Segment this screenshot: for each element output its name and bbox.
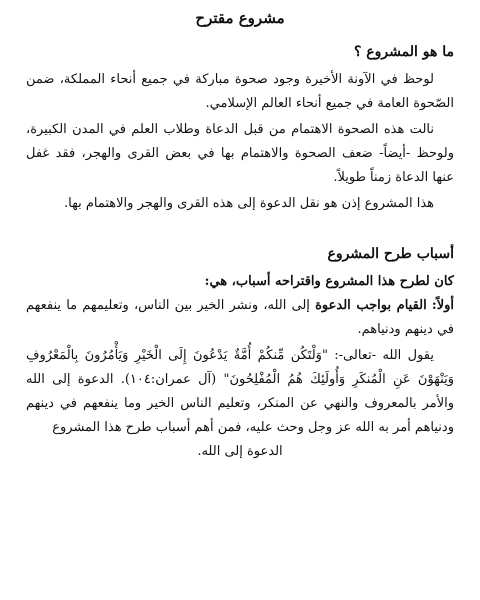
reason-first-rest: إلى الله، ونشر الخير بين الناس، وتعليمهم ما ينفعهم في دينهم ودنياهم. bbox=[26, 298, 454, 337]
quote-paragraph: يقول الله -تعالى-: "وَلْتَكُن مِّنكُمْ أُمَّةٌ يَدْعُونَ إِلَى الْخَيْرِ وَيَأْمُرُونَ بِالْمَعْرُوفِ وَيَنْهَوْنَ عَنِ الْمُنكَرِ وَأُولَئِكَ هُمُ الْمُفْلِحُونَ" (آل عمران:١٠٤). الدعوة إلى الله والأمر بالمعروف والنهي عن المنكر، وتعليم الناس الخير وما ينفعهم في دينهم ودنياهم أمر به الله عز وجل وحث عليه، فمن أهم أسباب طرح هذا المشروع bbox=[26, 348, 454, 435]
paragraph-3: هذا المشروع إذن هو نقل الدعوة إلى هذه القرى والهجر والاهتمام بها. bbox=[64, 196, 434, 211]
paragraph-1: لوحظ في الآونة الأخيرة وجود صحوة مباركة في جميع أنحاء المملكة، ضمن الصّحوة العامة في جميع أنحاء العالم الإسلامي. bbox=[26, 72, 454, 111]
section-heading-what-is: ما هو المشروع ؟ bbox=[353, 44, 454, 60]
paragraph-2: نالت هذه الصحوة الاهتمام من قبل الدعاة وطلاب العلم في المدن الكبيرة، ولوحظ -أيضاً- ضعف الصحوة والاهتمام بها في بعض القرى والهجر، فقد غفل عنها الدعاة زمناً طويلاً. bbox=[26, 122, 454, 185]
section-heading-reasons: أسباب طرح المشروع bbox=[327, 246, 454, 262]
document-title: مشروع مقترح bbox=[195, 9, 285, 27]
quote-ending: الدعوة إلى الله. bbox=[197, 444, 283, 459]
reason-first-label: أولاً: bbox=[431, 298, 455, 313]
reason-first bbox=[26, 294, 454, 342]
reason-first-bold: القيام بواجب الدعوة bbox=[315, 298, 427, 313]
reasons-intro: كان لطرح هذا المشروع واقتراحه أسباب، هي: bbox=[204, 274, 454, 289]
